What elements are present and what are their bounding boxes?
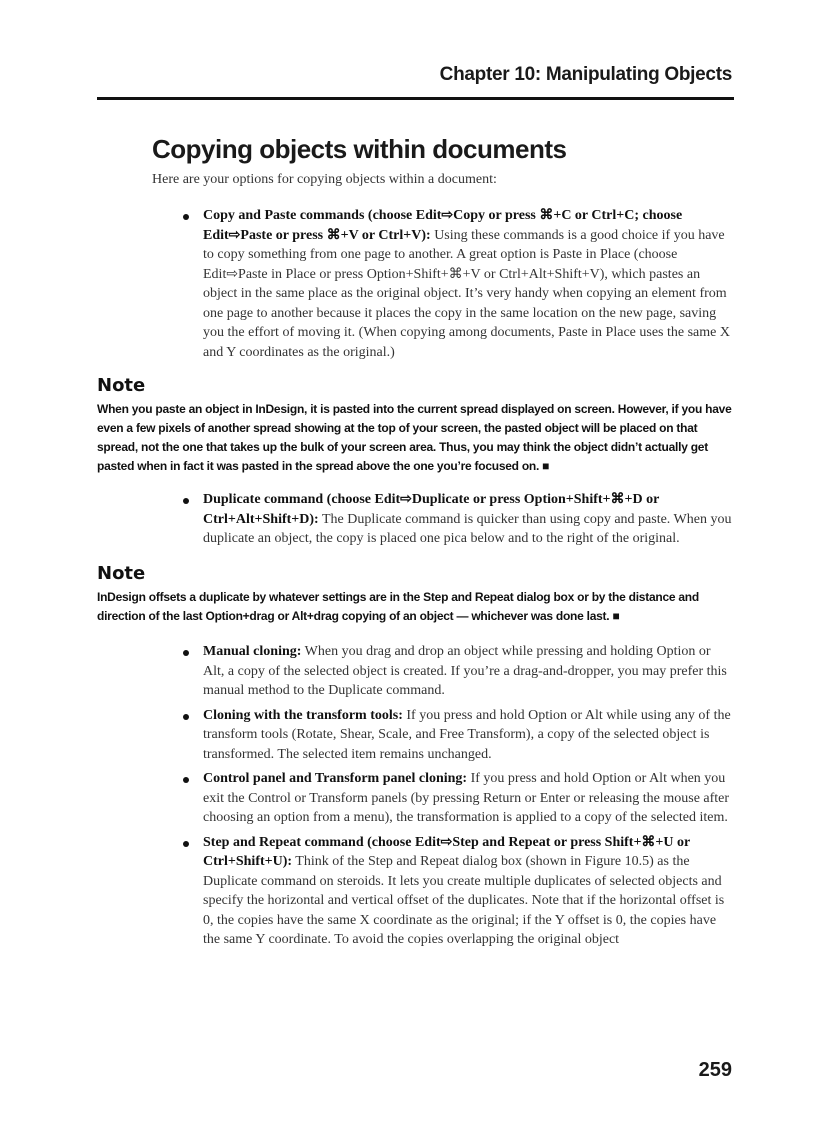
- bullet-text: The Duplicate command is quicker than using copy and paste. When you duplicate an object, the copy is placed one pica below and to the right of the original.: [203, 511, 732, 546]
- bullet-text: Using these commands is a good choice if you have to copy something from one page to another. A great option is Paste in Place (choose Edit⇨Paste in Place or press Option+Shift+⌘+V or Ctrl+Alt+Shift+V), which pastes an object in the same place as the original object. It’s very handy when copying an element from one page to another because it places the copy in the same location on the new page, saving you the effort of moving it. (When copying among documents, Paste in Place uses the same X and Y coordinates as the original.): [203, 227, 730, 360]
- bullet-lead: Step and Repeat command (choose Edit⇨Step and Repeat or press Shift+⌘+U or Ctrl+Shift+U):: [203, 834, 690, 869]
- list-item: [0, 769, 816, 828]
- bullet-text: Think of the Step and Repeat dialog box (shown in Figure 10.5) as the Duplicate command on steroids. It lets you create multiple duplicates of selected objects and specify the horizontal and vertical offset of the duplicates. Note that if the horizontal offset is 0, the copies have the same X coordinate as the original; if the Y offset is 0, the copies have the same Y coordinate. To avoid the copies overlapping the original object: [203, 854, 725, 947]
- bullet-lead: Cloning with the transform tools:: [203, 707, 403, 723]
- bullet-lead: Copy and Paste commands (choose Edit⇨Copy or press ⌘+C or Ctrl+C; choose Edit⇨Paste or press ⌘+V or Ctrl+V):: [203, 208, 683, 243]
- note-title: Note: [97, 375, 146, 396]
- bullet-list-1: [0, 206, 816, 367]
- list-item: [0, 490, 816, 549]
- bullet-dot-icon: [183, 650, 189, 656]
- bullet-text: If you press and hold Option or Alt while using any of the transform tools (Rotate, Shear, Scale, and Free Transform), a copy of the selected object is transformed. The selected item remains unchanged.: [203, 707, 731, 762]
- note-body: InDesign offsets a duplicate by whatever settings are in the Step and Repeat dialog box or by the distance and direction of the last Option+drag or Alt+drag copying of an object — whichever was done last. ■: [97, 590, 699, 623]
- bullet-dot-icon: [183, 714, 189, 720]
- list-item: [0, 206, 816, 362]
- bullet-lead: Duplicate command (choose Edit⇨Duplicate or press Option+Shift+⌘+D or Ctrl+Alt+Shift+D):: [203, 492, 660, 527]
- bullet-list-2: [0, 490, 816, 554]
- bullet-dot-icon: [183, 498, 189, 504]
- bullet-text: If you press and hold Option or Alt when you exit the Control or Transform panels (by pressing Return or Enter or releasing the mouse after choosing an option from a menu), the transformation is applied to a copy of the selected item.: [203, 771, 730, 825]
- bullet-dot-icon: [183, 777, 189, 783]
- section-intro: Here are your options for copying objects within a document:: [152, 172, 497, 187]
- bullet-lead: Control panel and Transform panel cloning:: [203, 771, 468, 786]
- list-item: [0, 706, 816, 765]
- note-body: When you paste an object in InDesign, it is pasted into the current spread displayed on screen. However, if you have even a few pixels of another spread showing at the top of your screen, the pasted object will be placed on that spread, not the one that takes up the bulk of your screen area. Thus, you may think the object didn’t actually get pasted when in fact it was pasted in the spread above the one you’re focused on. ■: [97, 402, 732, 473]
- note-title: Note: [97, 563, 146, 584]
- bullet-dot-icon: [183, 841, 189, 847]
- page-number: 259: [698, 1059, 732, 1081]
- list-item: [0, 642, 816, 701]
- section-title: Copying objects within documents: [152, 134, 567, 164]
- bullet-lead: Manual cloning:: [203, 644, 302, 659]
- bullet-list-3: [0, 642, 816, 955]
- bullet-text: When you drag and drop an object while pressing and holding Option or Alt, a copy of the selected object is created. If you’re a drag-and-dropper, you may prefer this manual method to the Duplicate command.: [203, 644, 727, 698]
- chapter-running-head: Chapter 10: Manipulating Objects: [439, 64, 732, 85]
- header-rule: [97, 97, 734, 100]
- list-item: [0, 833, 816, 950]
- bullet-dot-icon: [183, 214, 189, 220]
